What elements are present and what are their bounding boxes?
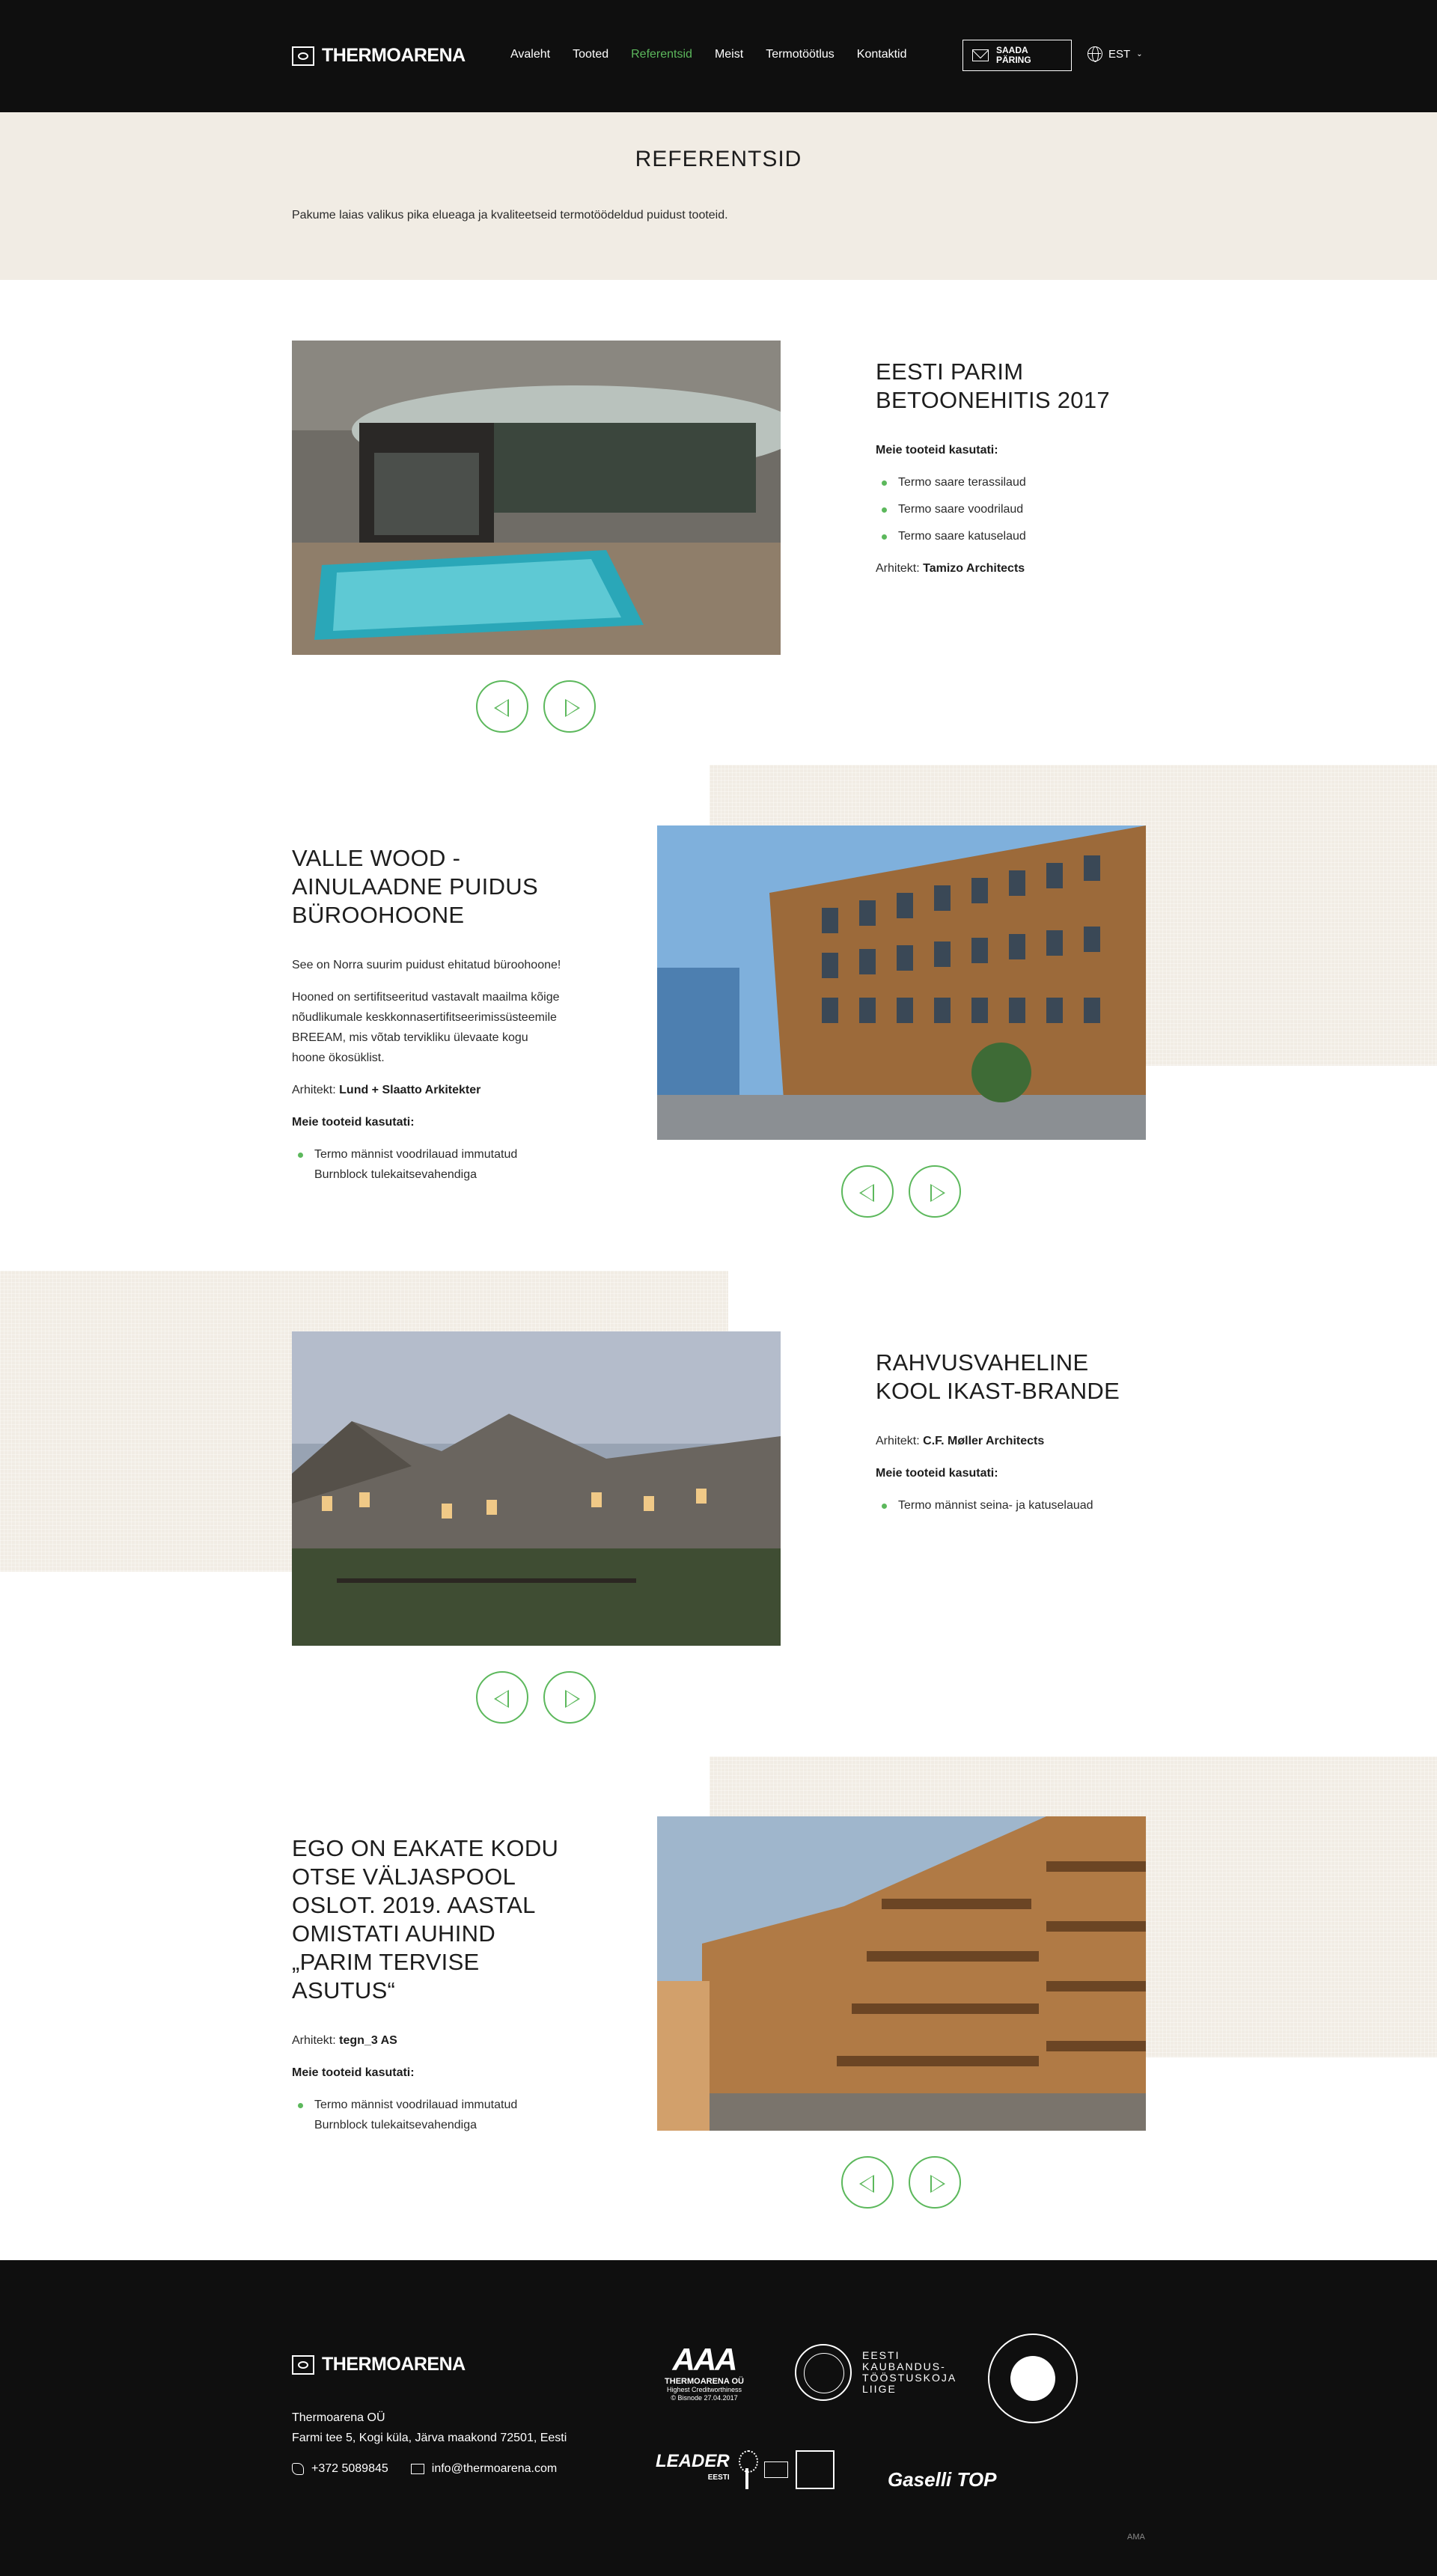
reference-title: EGO ON EAKATE KODU OTSE VÄLJASPOOL OSLOT. 2019. AASTAL OMISTATI AUHIND „PARIM TERVISE ASUTUS“ bbox=[292, 1835, 559, 2003]
send-inquiry-label: SAADA PÄRING bbox=[996, 45, 1031, 65]
nav-item-meist[interactable]: Meist bbox=[714, 48, 744, 61]
architect-name: C.F. Møller Architects bbox=[923, 1435, 1045, 1447]
company-name: Thermoarena OÜ bbox=[292, 2411, 385, 2424]
main-nav bbox=[510, 48, 930, 61]
nav-item-kontaktid[interactable]: Kontaktid bbox=[856, 48, 907, 61]
aaa-rating: AAA bbox=[672, 2342, 736, 2377]
list-item: Termo saare voodrilaud bbox=[876, 499, 1145, 519]
arrow-right-icon bbox=[930, 1184, 945, 1202]
company-address: Farmi tee 5, Kogi küla, Järva maakond 72501, Eesti bbox=[292, 2432, 567, 2444]
reference-2-slider-controls bbox=[841, 1165, 961, 1218]
reference-3-text bbox=[876, 1349, 1145, 1527]
products-list bbox=[876, 1495, 1145, 1516]
nav-item-termotootlus[interactable]: Termotöötlus bbox=[766, 48, 835, 61]
site-header bbox=[0, 0, 1437, 112]
eu-flag-icon bbox=[764, 2461, 788, 2478]
logo-icon bbox=[292, 2355, 314, 2375]
globe-icon bbox=[1087, 46, 1102, 61]
reference-1-text bbox=[876, 358, 1145, 590]
intro-section bbox=[0, 112, 1437, 280]
architect-line: Arhitekt: tegn_3 AS bbox=[292, 2034, 397, 2047]
phone-icon bbox=[292, 2463, 304, 2475]
architect-name: tegn_3 AS bbox=[339, 2034, 397, 2047]
leader-text: LEADER EESTI bbox=[656, 2451, 730, 2482]
aaa-company: THERMOARENA OÜ bbox=[665, 2377, 744, 2386]
list-item: Termo saare katuselaud bbox=[876, 526, 1145, 546]
reference-title: EESTI PARIM BETOONEHITIS 2017 bbox=[876, 358, 1110, 413]
email-link[interactable] bbox=[411, 2462, 557, 2476]
chamber-seal-icon bbox=[795, 2344, 852, 2401]
phone-number: +372 5089845 bbox=[311, 2462, 388, 2475]
site-footer bbox=[0, 2260, 1437, 2576]
previous-arrow-button[interactable] bbox=[841, 1165, 894, 1218]
architect-name: Tamizo Architects bbox=[923, 562, 1025, 575]
credit-text[interactable]: AMA bbox=[1127, 2533, 1145, 2542]
products-used-label: Meie tooteid kasutati: bbox=[292, 1116, 415, 1129]
list-item: Termo saare terassilaud bbox=[876, 472, 1145, 492]
page-title: REFERENTSID bbox=[635, 147, 802, 171]
reference-3-slider-controls bbox=[476, 1671, 596, 1724]
arrow-left-icon bbox=[494, 1690, 509, 1708]
aaa-badge bbox=[656, 2344, 753, 2402]
email-address: info@thermoarena.com bbox=[431, 2462, 558, 2475]
reference-4-slider-controls bbox=[841, 2156, 961, 2209]
logo-text: THERMOARENA bbox=[322, 45, 466, 66]
aaa-line-2: © Bisnode 27.04.2017 bbox=[671, 2394, 738, 2402]
contacts bbox=[292, 2462, 557, 2476]
reference-1-slider-controls bbox=[476, 680, 596, 733]
language-switcher[interactable] bbox=[1087, 46, 1143, 61]
architect-line: Arhitekt: C.F. Møller Architects bbox=[876, 1435, 1045, 1447]
intro-description: Pakume laias valikus pika elueaga ja kvaliteetseid termotöödeldud puidust tooteid. bbox=[292, 209, 728, 222]
logo-text: THERMOARENA bbox=[322, 2354, 466, 2375]
nav-item-tooted[interactable]: Tooted bbox=[573, 48, 609, 61]
reference-2-text bbox=[292, 844, 561, 1197]
arrow-left-icon bbox=[494, 699, 509, 717]
arrow-left-icon bbox=[859, 1184, 874, 1202]
products-used-label: Meie tooteid kasutati: bbox=[292, 2066, 415, 2079]
chamber-badge bbox=[795, 2344, 957, 2401]
reference-title: RAHVUSVAHELINE KOOL IKAST-BRANDE bbox=[876, 1349, 1120, 1404]
products-list bbox=[292, 2095, 561, 2135]
arrow-right-icon bbox=[565, 699, 580, 717]
send-inquiry-button[interactable] bbox=[962, 40, 1072, 71]
phone-link[interactable] bbox=[292, 2462, 388, 2476]
products-list bbox=[876, 472, 1145, 546]
products-used-label: Meie tooteid kasutati: bbox=[876, 1467, 998, 1480]
reference-photo-2 bbox=[657, 825, 1146, 1140]
reference-paragraph: Hooned on sertifitseeritud vastavalt maailma kõige nõudlikumale keskkonnasertifitseerimissüsteemile BREEAM, mis võtab tervikliku ülevaate kogu hoone ökosüklist. bbox=[292, 991, 560, 1064]
footer-logo[interactable] bbox=[292, 2354, 466, 2375]
arrow-right-icon bbox=[565, 1690, 580, 1708]
next-arrow-button[interactable] bbox=[543, 680, 596, 733]
list-item: Termo männist voodrilauad immutatud Burnblock tulekaitsevahendiga bbox=[292, 2095, 561, 2135]
logo[interactable] bbox=[292, 45, 466, 67]
arrow-left-icon bbox=[859, 2175, 874, 2193]
architect-name: Lund + Slaatto Arkitekter bbox=[339, 1084, 481, 1096]
reference-photo-4 bbox=[657, 1816, 1146, 2131]
architect-line: Arhitekt: Lund + Slaatto Arkitekter bbox=[292, 1084, 481, 1096]
mail-icon bbox=[411, 2464, 424, 2474]
list-item: Termo männist seina- ja katuselauad bbox=[876, 1495, 1145, 1516]
previous-arrow-button[interactable] bbox=[476, 1671, 528, 1724]
logo-icon bbox=[292, 46, 314, 66]
next-arrow-button[interactable] bbox=[543, 1671, 596, 1724]
architect-line: Arhitekt: Tamizo Architects bbox=[876, 562, 1025, 575]
reference-photo-1 bbox=[292, 341, 781, 655]
chevron-down-icon: ⌄ bbox=[1136, 49, 1143, 58]
reference-4-text bbox=[292, 1834, 561, 2147]
shield-icon bbox=[796, 2450, 835, 2489]
nav-item-avaleht[interactable]: Avaleht bbox=[510, 48, 551, 61]
company-info bbox=[292, 2408, 567, 2448]
list-item: Termo männist voodrilauad immutatud Burnblock tulekaitsevahendiga bbox=[292, 1144, 561, 1185]
next-arrow-button[interactable] bbox=[909, 1165, 961, 1218]
chamber-text: EESTI KAUBANDUS- TÖÖSTUSKOJA LIIGE bbox=[862, 2349, 957, 2395]
reference-photo-3 bbox=[292, 1331, 781, 1646]
award-seal-icon bbox=[988, 2334, 1078, 2423]
previous-arrow-button[interactable] bbox=[476, 680, 528, 733]
reference-paragraph: See on Norra suurim puidust ehitatud büroohoone! bbox=[292, 959, 561, 971]
products-used-label: Meie tooteid kasutati: bbox=[876, 444, 998, 457]
arrow-right-icon bbox=[930, 2175, 945, 2193]
tree-icon bbox=[737, 2450, 757, 2489]
next-arrow-button[interactable] bbox=[909, 2156, 961, 2209]
leader-badge bbox=[656, 2450, 835, 2489]
reference-title: VALLE WOOD - AINULAADNE PUIDUS BÜROOHOONE bbox=[292, 845, 538, 928]
previous-arrow-button[interactable] bbox=[841, 2156, 894, 2209]
products-list bbox=[292, 1144, 561, 1185]
envelope-icon bbox=[972, 49, 989, 61]
aaa-line-1: Highest Creditworthiness bbox=[666, 2386, 742, 2393]
language-label: EST bbox=[1108, 47, 1131, 61]
gaselli-badge bbox=[888, 2440, 996, 2491]
nav-item-referentsid[interactable]: Referentsid bbox=[631, 48, 692, 61]
gaselli-text: Gaselli TOP bbox=[888, 2468, 997, 2491]
